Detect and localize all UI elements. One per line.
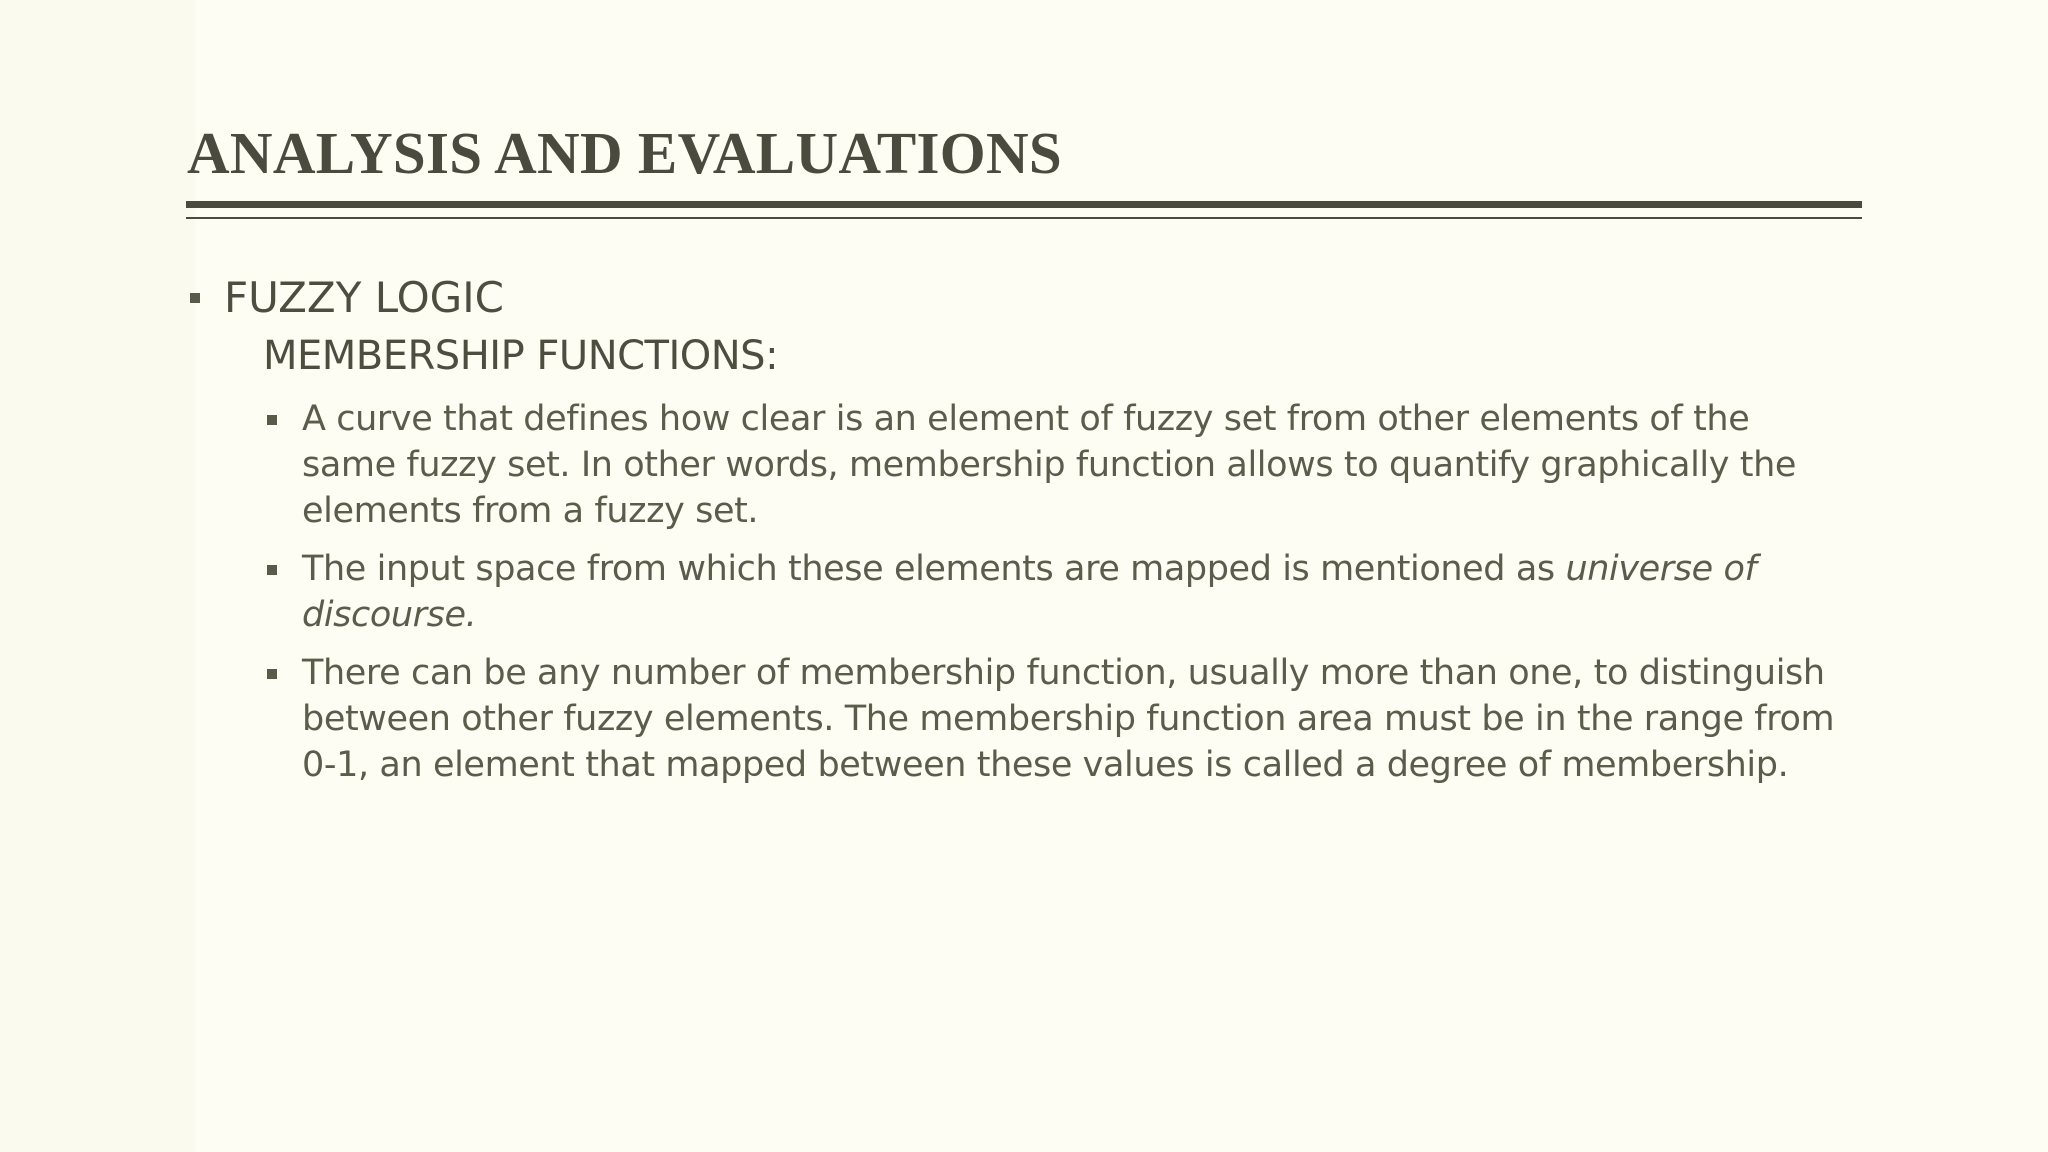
bullet-fuzzy-logic: [186, 268, 1876, 328]
text-line: 0-1, an element that mapped between these values is called a degree of membership.: [302, 745, 1789, 785]
slide-content: [186, 268, 1876, 788]
text-line: same fuzzy set. In other words, membership function allows to quantify graphically the: [302, 445, 1796, 485]
sub-bullet-number-of-functions: [186, 650, 1876, 788]
text-run: The input space from which these elements are mapped is mentioned as: [302, 549, 1566, 589]
text-line: [302, 592, 1866, 638]
sub-bullet-input-space: [186, 546, 1876, 638]
square-bullet-icon: [267, 565, 277, 575]
square-bullet-icon: [267, 415, 277, 425]
text-line: elements from a fuzzy set.: [302, 491, 759, 531]
italic-term: universe of: [1565, 549, 1757, 589]
square-bullet-icon: [267, 669, 277, 679]
slide-title: ANALYSIS AND EVALUATIONS: [187, 120, 1063, 186]
sub-bullet-curve-definition: [186, 396, 1876, 534]
title-rule-thin: [186, 217, 1862, 219]
text-line: A curve that defines how clear is an element of fuzzy set from other elements of the: [302, 399, 1750, 439]
subheading-membership-functions: MEMBERSHIP FUNCTIONS:: [263, 333, 779, 379]
square-bullet-icon: [190, 293, 200, 303]
text-line: There can be any number of membership function, usually more than one, to distinguish: [302, 653, 1825, 693]
bullet-label: FUZZY LOGIC: [224, 273, 504, 322]
italic-term: discourse.: [302, 595, 477, 635]
title-rule-thick: [186, 201, 1862, 208]
text-line: between other fuzzy elements. The membership function area must be in the range from: [302, 699, 1835, 739]
left-margin-band: [0, 0, 195, 1152]
text-line: [302, 546, 1866, 592]
